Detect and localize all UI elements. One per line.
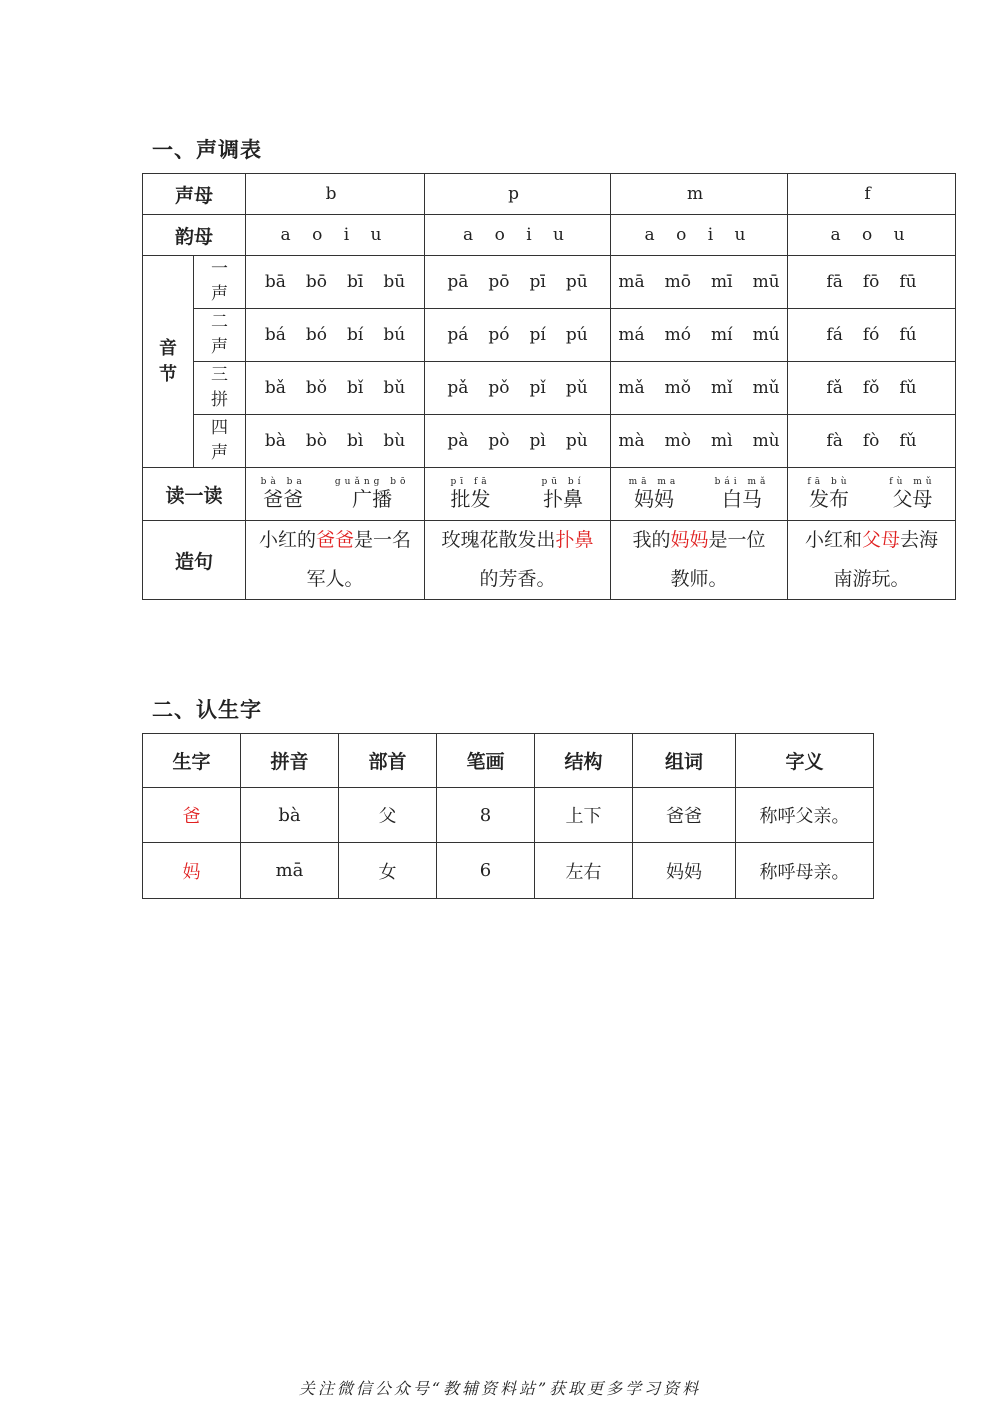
consonant-f: f bbox=[788, 174, 956, 215]
word bbox=[715, 477, 770, 511]
tone3-label-b: 拼 bbox=[211, 390, 228, 410]
word bbox=[807, 477, 850, 511]
syllable: bà bbox=[264, 431, 286, 451]
tone2-p bbox=[425, 309, 611, 362]
tone1-m bbox=[611, 256, 788, 309]
word-cell: 妈妈 bbox=[633, 843, 736, 899]
sentence-key: 妈妈 bbox=[670, 529, 709, 551]
syllable: fá bbox=[826, 325, 843, 345]
syllable: pǎ bbox=[447, 378, 469, 398]
col-header: 笔画 bbox=[437, 734, 535, 788]
syllable: bō bbox=[305, 272, 327, 292]
syllable: mò bbox=[664, 431, 691, 451]
structure-cell: 左右 bbox=[535, 843, 633, 899]
col-header: 生字 bbox=[143, 734, 241, 788]
word-pinyin: pī fā bbox=[450, 477, 491, 487]
syllable: mǔ bbox=[752, 378, 780, 398]
syllable: fū bbox=[899, 272, 917, 292]
syllable: mǒ bbox=[664, 378, 691, 398]
tone2-label-b: 声 bbox=[211, 337, 228, 357]
word-hanzi: 父母 bbox=[892, 487, 933, 511]
yinjie-label bbox=[143, 256, 194, 468]
pinyin-cell: mā bbox=[241, 843, 339, 899]
word-pinyin: guǎng bō bbox=[334, 477, 410, 487]
tone3-p bbox=[425, 362, 611, 415]
word bbox=[629, 477, 680, 511]
tone2-f bbox=[788, 309, 956, 362]
syllable: mà bbox=[618, 431, 645, 451]
vowels-f: a o u bbox=[788, 215, 956, 256]
syllable: pǐ bbox=[529, 378, 546, 398]
col-header: 组词 bbox=[633, 734, 736, 788]
syllable: bǎ bbox=[264, 378, 286, 398]
yunmu-label: 韵母 bbox=[143, 215, 246, 256]
syllable: fǔ bbox=[899, 378, 917, 398]
syllable: fú bbox=[899, 325, 917, 345]
sentence-f bbox=[788, 521, 956, 600]
syllable: pò bbox=[488, 431, 510, 451]
word-hanzi: 妈妈 bbox=[633, 487, 674, 511]
tone4-label-b: 声 bbox=[211, 443, 228, 463]
tone3-f bbox=[788, 362, 956, 415]
vowels-b: a o i u bbox=[246, 215, 425, 256]
syllable: bī bbox=[347, 272, 364, 292]
word bbox=[261, 477, 306, 511]
syllable: bǒ bbox=[305, 378, 327, 398]
sentence-pre: 玫瑰花散发出 bbox=[441, 529, 556, 551]
character-table bbox=[142, 733, 874, 899]
meaning-cell: 称呼母亲。 bbox=[736, 843, 874, 899]
syllable: pà bbox=[447, 431, 469, 451]
syllable: pǔ bbox=[565, 378, 588, 398]
syllable: bā bbox=[264, 272, 286, 292]
col-header: 结构 bbox=[535, 734, 633, 788]
tone2-b bbox=[246, 309, 425, 362]
syllable: pó bbox=[488, 325, 510, 345]
syllable: pū bbox=[565, 272, 588, 292]
tone4-b bbox=[246, 415, 425, 468]
consonant-b: b bbox=[246, 174, 425, 215]
syllable: bǐ bbox=[347, 378, 364, 398]
syllable: mù bbox=[752, 431, 780, 451]
tone4-f bbox=[788, 415, 956, 468]
sentence-b bbox=[246, 521, 425, 600]
syllable: bó bbox=[305, 325, 327, 345]
section1-title: 一、声调表 bbox=[152, 138, 262, 162]
radical-cell: 父 bbox=[339, 788, 437, 843]
syllable: fǔ bbox=[899, 431, 917, 451]
pinyin-cell: bà bbox=[241, 788, 339, 843]
tone1-f bbox=[788, 256, 956, 309]
syllable: bú bbox=[383, 325, 406, 345]
word-hanzi: 白马 bbox=[721, 487, 762, 511]
syllable: mū bbox=[752, 272, 780, 292]
syllable: mǐ bbox=[711, 378, 733, 398]
syllable: fó bbox=[862, 325, 880, 345]
syllable: mǎ bbox=[618, 378, 645, 398]
sentence-pre: 小红和 bbox=[804, 529, 862, 551]
word bbox=[542, 477, 585, 511]
tone2-label bbox=[194, 309, 246, 362]
table-row bbox=[143, 843, 874, 899]
syllable: bí bbox=[347, 325, 364, 345]
syllable: pú bbox=[565, 325, 588, 345]
syllable: mā bbox=[618, 272, 645, 292]
word bbox=[889, 477, 935, 511]
syllable: fò bbox=[862, 431, 880, 451]
syllable: pǒ bbox=[488, 378, 510, 398]
tone3-label bbox=[194, 362, 246, 415]
dudu-m bbox=[611, 468, 788, 521]
syllable: bì bbox=[347, 431, 364, 451]
syllable: bù bbox=[383, 431, 406, 451]
sentence-pre: 小红的 bbox=[258, 529, 316, 551]
sentence-p bbox=[425, 521, 611, 600]
meaning-cell: 称呼父亲。 bbox=[736, 788, 874, 843]
radical-cell: 女 bbox=[339, 843, 437, 899]
dudu-f bbox=[788, 468, 956, 521]
sentence-key: 爸爸 bbox=[316, 529, 355, 551]
char-cell: 妈 bbox=[143, 843, 241, 899]
word-pinyin: mā ma bbox=[628, 477, 680, 487]
sentence-m bbox=[611, 521, 788, 600]
syllable: mī bbox=[711, 272, 733, 292]
syllable: fǒ bbox=[862, 378, 880, 398]
syllable: pì bbox=[529, 431, 546, 451]
word-pinyin: bái mǎ bbox=[714, 477, 770, 487]
consonant-p: p bbox=[425, 174, 611, 215]
char-cell: 爸 bbox=[143, 788, 241, 843]
zaoju-label: 造句 bbox=[143, 521, 246, 600]
dudu-p bbox=[425, 468, 611, 521]
strokes-cell: 6 bbox=[437, 843, 535, 899]
tone1-b bbox=[246, 256, 425, 309]
tone4-m bbox=[611, 415, 788, 468]
sentence-post: 去海南游玩。 bbox=[833, 529, 939, 590]
dudu-label: 读一读 bbox=[143, 468, 246, 521]
dudu-b bbox=[246, 468, 425, 521]
tone1-label-a: 一 bbox=[211, 259, 228, 279]
word-pinyin: fā bù bbox=[807, 477, 851, 487]
tone1-p bbox=[425, 256, 611, 309]
sentence-post: 是一位教师。 bbox=[670, 529, 766, 590]
word-hanzi: 发布 bbox=[808, 487, 849, 511]
tone4-p bbox=[425, 415, 611, 468]
tone3-m bbox=[611, 362, 788, 415]
syllable: pá bbox=[447, 325, 469, 345]
vowels-p: a o i u bbox=[425, 215, 611, 256]
word-hanzi: 爸爸 bbox=[263, 487, 304, 511]
sentence-key: 扑鼻 bbox=[555, 529, 594, 551]
syllable: pā bbox=[447, 272, 469, 292]
syllable: fā bbox=[826, 272, 843, 292]
syllable: fà bbox=[826, 431, 843, 451]
tone2-m bbox=[611, 309, 788, 362]
col-header: 拼音 bbox=[241, 734, 339, 788]
structure-cell: 上下 bbox=[535, 788, 633, 843]
tone2-label-a: 二 bbox=[211, 312, 228, 332]
tone1-label bbox=[194, 256, 246, 309]
sentence-pre: 我的 bbox=[632, 529, 671, 551]
syllable: bò bbox=[305, 431, 327, 451]
tone4-label-a: 四 bbox=[211, 418, 228, 438]
tone4-label bbox=[194, 415, 246, 468]
tone-table bbox=[142, 173, 956, 600]
word-pinyin: pū bí bbox=[541, 477, 585, 487]
tone3-label-a: 三 bbox=[211, 365, 228, 385]
tone1-label-b: 声 bbox=[211, 284, 228, 304]
footer-note: 关注微信公众号“教辅资料站”获取更多学习资料 bbox=[298, 1379, 702, 1398]
sentence-key: 父母 bbox=[862, 529, 901, 551]
syllable: mō bbox=[664, 272, 691, 292]
word-hanzi: 扑鼻 bbox=[543, 487, 584, 511]
syllable: má bbox=[618, 325, 645, 345]
shengmu-label: 声母 bbox=[143, 174, 246, 215]
sentence-post: 的芳香。 bbox=[479, 568, 556, 590]
syllable: mì bbox=[711, 431, 733, 451]
strokes-cell: 8 bbox=[437, 788, 535, 843]
syllable: mú bbox=[752, 325, 780, 345]
col-header: 部首 bbox=[339, 734, 437, 788]
word bbox=[450, 477, 490, 511]
word-pinyin: fù mǔ bbox=[889, 477, 936, 487]
syllable: fō bbox=[862, 272, 880, 292]
word-pinyin: bà ba bbox=[260, 477, 306, 487]
syllable: bá bbox=[264, 325, 286, 345]
word-hanzi: 批发 bbox=[450, 487, 491, 511]
syllable: mí bbox=[711, 325, 733, 345]
syllable: mó bbox=[664, 325, 691, 345]
consonant-m: m bbox=[611, 174, 788, 215]
yinjie-char-1: 音 bbox=[159, 337, 177, 359]
sentence-post: 是一名军人。 bbox=[306, 529, 412, 590]
syllable: fǎ bbox=[826, 378, 843, 398]
syllable: pí bbox=[529, 325, 546, 345]
word-cell: 爸爸 bbox=[633, 788, 736, 843]
syllable: bǔ bbox=[383, 378, 406, 398]
syllable: pī bbox=[529, 272, 546, 292]
syllable: bū bbox=[383, 272, 406, 292]
word bbox=[335, 477, 410, 511]
word-hanzi: 广播 bbox=[352, 487, 393, 511]
table-row bbox=[143, 788, 874, 843]
syllable: pù bbox=[565, 431, 588, 451]
yinjie-char-2: 节 bbox=[159, 363, 177, 385]
col-header: 字义 bbox=[736, 734, 874, 788]
tone3-b bbox=[246, 362, 425, 415]
syllable: pō bbox=[488, 272, 510, 292]
section2-title: 二、认生字 bbox=[152, 698, 262, 722]
vowels-m: a o i u bbox=[611, 215, 788, 256]
